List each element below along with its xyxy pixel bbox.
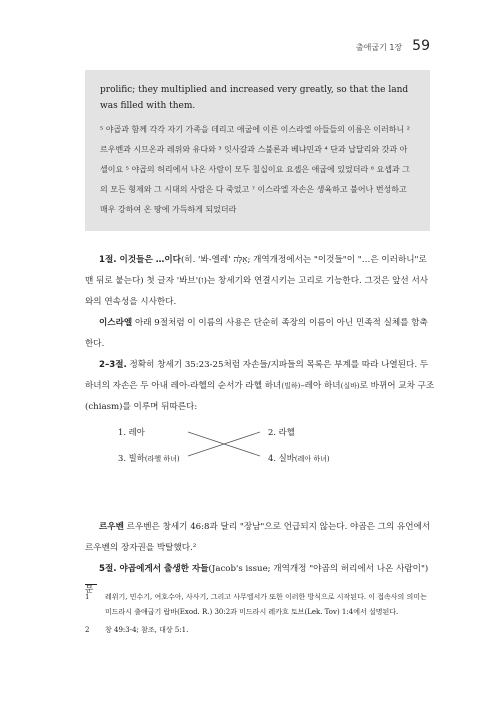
- lemma: 5절. 야곱에게서 출생한 자들: [99, 564, 209, 574]
- chiasm-item-bilhah: 3. 빌하(라헬 하녀): [118, 453, 180, 463]
- english-translation: prolific; they multiplied and increased very greatly, so that the land was filled with them.: [100, 85, 409, 111]
- hebrew-letter: ו: [201, 276, 204, 286]
- footnotes: [85, 590, 435, 641]
- chiasm-item-zilpah: 4. 실바(레아 하녀): [268, 453, 330, 463]
- chiasm-item-rachel: 2. 라헬: [268, 427, 295, 437]
- commentary-reuben: 르우벤 르우벤은 창세기 46:8과 달리 "장남"으로 언급되지 않는다. 야곱은 그의 유언에서 르우벤의 장자권을 박탈했다.²: [85, 522, 431, 553]
- hebrew-word: אֵלֶּה: [233, 255, 248, 265]
- chiasm-diagram: [118, 426, 348, 496]
- page-header: [356, 38, 430, 54]
- footnote-rule: [85, 584, 97, 585]
- lemma: 이스라엘: [99, 318, 133, 328]
- korean-translation: ⁵ 야곱과 함께 각각 자기 가족을 데리고 애굽에 이른 이스라엘 아들들의 이름은 이러하니 ² 르우벤과 시므온과 레위와 유다와 ³ 잇사갈과 스불론과 베냐민과 ⁴ 단과 납달리와 갓과 아셀이요 ⁵ 야곱의 허리에서 나온 사람이 모두 칠십이요 요셉은 애굽에 있었더라 ⁶ 요셉과 그의 모든 형제와 그 시대의 사람은 다 죽었고 ⁷ 이스라엘 자손은 생육하고 불어나 번성하고 매우 강하여 온 땅에 가득하게 되었더라: [100, 125, 410, 214]
- scripture-box: [85, 70, 430, 231]
- lemma: 2–3절.: [99, 360, 127, 370]
- running-head: 출애굽기 1장: [355, 43, 403, 52]
- page-number: 59: [412, 38, 430, 54]
- footnote: 1 레위기, 민수기, 여호수아, 사사기, 그리고 사무엘서가 또한 이러한 방식으로 시작된다. 이 접속사의 의미는 미드라시 출애굽기 랍바(Exod. R.) 30:2과 미드라시 레카흐 토브(Lek. Tov) 1:4에서 설명된다.: [85, 593, 427, 616]
- lemma: 1절. 이것들은 …이다: [99, 255, 181, 265]
- commentary-verse-5: 5절. 야곱에게서 출생한 자들(Jacob's issue; 개역개정 "야곱의 허리에서 나온 사람이") 문: [85, 564, 429, 595]
- commentary-verse-1: 1절. 이것들은 …이다(히. '봐-엘레' אֵלֶּה; 개역개정에서는 "이것들"이 "…은 이러하니"로 맨 뒤로 붙는다) 첫 글자 '봐브'(ו)는 창세기와 연결시키는 고리로 기능한다. 그것은 앞선 서사와의 연속성을 시사한다.: [85, 255, 429, 307]
- commentary-verses-2-3: 2–3절. 정확히 창세기 35:23-25처럼 자손들/지파들의 목록은 부계를 따라 나열된다. 두 하녀의 자손은 두 아내 레아-라헬의 순서가 라헬 하녀(빌하)–레아 하녀(실바)로 바뀌어 교차 구조(chiasm)를 이루며 뒤따른다:: [85, 360, 435, 412]
- footnote: 2 창 49:3-4; 참조, 대상 5:1.: [85, 626, 189, 634]
- commentary-israel: 이스라엘 아래 9절처럼 이 이름의 사용은 단순히 족장의 이름이 아닌 민족적 실체를 함축한다.: [85, 318, 428, 349]
- chiasm-cross-lines: [184, 426, 264, 466]
- chiasm-item-leah: 1. 레아: [118, 427, 145, 437]
- lemma: 르우벤: [99, 522, 124, 532]
